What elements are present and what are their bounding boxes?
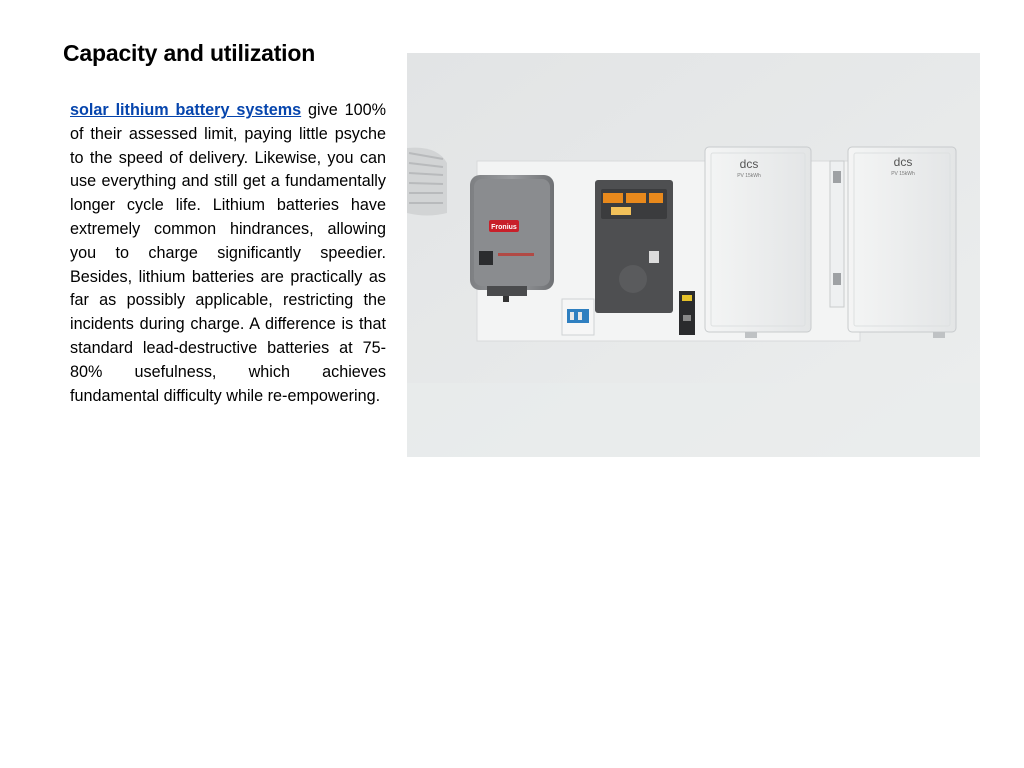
solar-battery-link[interactable]: solar lithium battery systems	[70, 101, 302, 119]
solar-installation-photo	[407, 53, 980, 457]
inverter-brand-logo: Fronius	[491, 224, 517, 231]
conduit-pipe	[407, 148, 447, 216]
battery-1-brand: dcs	[739, 157, 759, 171]
charge-controller	[595, 180, 673, 313]
battery-1-label: PV 15kWh	[737, 173, 761, 179]
meter-switch	[679, 291, 695, 335]
battery-module-1	[705, 147, 811, 338]
body-text: give 100% of their assessed limit, paying little psyche to the speed of delivery. Likewise, you can use everything and still get a fundamentally longer cycle life. Lithium batteries have extremely common hindrances, allowing you to charge significantly speedier. Besides, lithium batteries are practically as far as possibly applicable, restricting the incidents during charge. A difference is that standard lead-destructive batteries at 75-80% usefulness, which achieves fundamental difficulty while re-empowering.	[70, 101, 386, 405]
battery-2-brand: dcs	[893, 155, 913, 169]
battery-module-2	[848, 147, 956, 338]
slide-title: Capacity and utilization	[63, 40, 316, 66]
breaker-box	[562, 299, 594, 335]
bus-bar	[830, 161, 844, 307]
inverter	[470, 175, 554, 302]
battery-2-label: PV 15kWh	[891, 171, 915, 177]
body-paragraph	[70, 99, 386, 408]
